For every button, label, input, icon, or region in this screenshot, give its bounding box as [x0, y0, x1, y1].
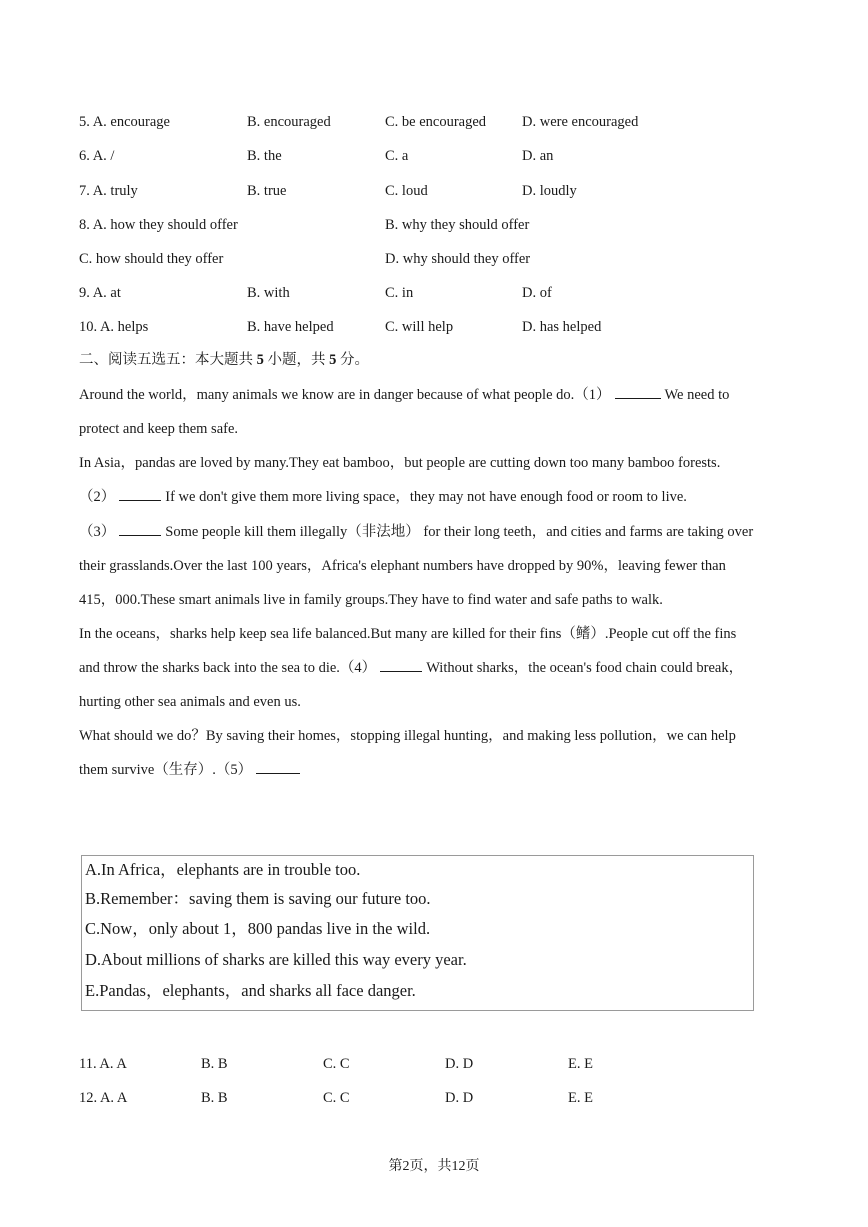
question-number: 9. A. at [79, 285, 121, 301]
option-d: D. has helped [522, 319, 602, 335]
option-b: B. the [247, 148, 282, 164]
answer-blank [119, 521, 161, 536]
passage-line: hurting other sea animals and even us. [79, 694, 301, 710]
option-d-sentence: D.About millions of sharks are killed this way every year. [85, 950, 467, 969]
passage-line: （3） Some people kill them illegally（非法地） for their long teeth，and cities and farms are taking over [79, 521, 753, 543]
passage-line: In the oceans，sharks help keep sea life balanced.But many are killed for their fins（鳍）.People cut off the fins [79, 626, 737, 642]
passage-line: In Asia，pandas are loved by many.They eat bamboo，but people are cutting down too many bamboo forests. [79, 455, 721, 471]
option-c: C. C [323, 1090, 350, 1106]
section-heading: 二、阅读五选五：本大题共 5 小题，共 5 分。 [79, 352, 369, 368]
passage-line: 415，000.These smart animals live in family groups.They have to find water and safe paths to walk. [79, 592, 663, 608]
passage-line: （2） If we don't give them more living space，they may not have enough food or room to live. [79, 486, 687, 508]
option-a-sentence: A.In Africa，elephants are in trouble too. [85, 860, 361, 879]
option-d: D. were encouraged [522, 114, 639, 130]
question-number: 7. A. truly [79, 183, 138, 199]
option-d: D. loudly [522, 183, 577, 199]
option-c: C. how should they offer [79, 251, 224, 267]
option-c: C. will help [385, 319, 454, 335]
option-c: C. be encouraged [385, 114, 487, 130]
question-number: 8. A. how they should offer [79, 217, 238, 233]
option-b-sentence: B.Remember：saving them is saving our future too. [85, 889, 431, 908]
passage-line: protect and keep them safe. [79, 421, 239, 437]
answer-blank [256, 759, 300, 774]
options-box [81, 855, 754, 1011]
question-number: 5. A. encourage [79, 114, 170, 130]
question-number: 6. A. / [79, 148, 115, 164]
option-b: B. encouraged [247, 114, 331, 130]
passage-line: their grasslands.Over the last 100 years，Africa's elephant numbers have dropped by 90%，leaving fewer than [79, 558, 726, 574]
option-d: D. why should they offer [385, 251, 531, 267]
option-e: E. E [568, 1090, 593, 1106]
option-b: B. true [247, 183, 287, 199]
option-b: B. have helped [247, 319, 334, 335]
passage-line: them survive（生存）.（5） [79, 759, 304, 781]
question-number: 12. A. A [79, 1090, 128, 1106]
option-d: D. an [522, 148, 554, 164]
option-e: E. E [568, 1056, 593, 1072]
answer-blank [119, 486, 161, 501]
option-d: D. D [445, 1090, 474, 1106]
option-b: B. with [247, 285, 290, 301]
option-c: C. a [385, 148, 409, 164]
question-number: 10. A. helps [79, 319, 149, 335]
option-d: D. D [445, 1056, 474, 1072]
answer-blank [380, 657, 422, 672]
option-c: C. loud [385, 183, 428, 199]
option-b: B. why they should offer [385, 217, 530, 233]
option-b: B. B [201, 1056, 228, 1072]
page-footer: 第2页，共12页 [388, 1159, 480, 1174]
option-c: C. C [323, 1056, 350, 1072]
option-c: C. in [385, 285, 414, 301]
option-b: B. B [201, 1090, 228, 1106]
passage-line: What should we do？By saving their homes，stopping illegal hunting，and making less pollution，we can help [79, 728, 736, 744]
passage-line: and throw the sharks back into the sea to die.（4） Without sharks，the ocean's food chain could break， [79, 657, 743, 679]
passage-line: Around the world，many animals we know are in danger because of what people do.（1） We need to [79, 384, 729, 406]
option-c-sentence: C.Now，only about 1，800 pandas live in the wild. [85, 919, 431, 938]
option-d: D. of [522, 285, 552, 301]
question-number: 11. A. A [79, 1056, 127, 1072]
option-e-sentence: E.Pandas，elephants，and sharks all face danger. [85, 981, 416, 1000]
answer-blank [615, 384, 661, 399]
